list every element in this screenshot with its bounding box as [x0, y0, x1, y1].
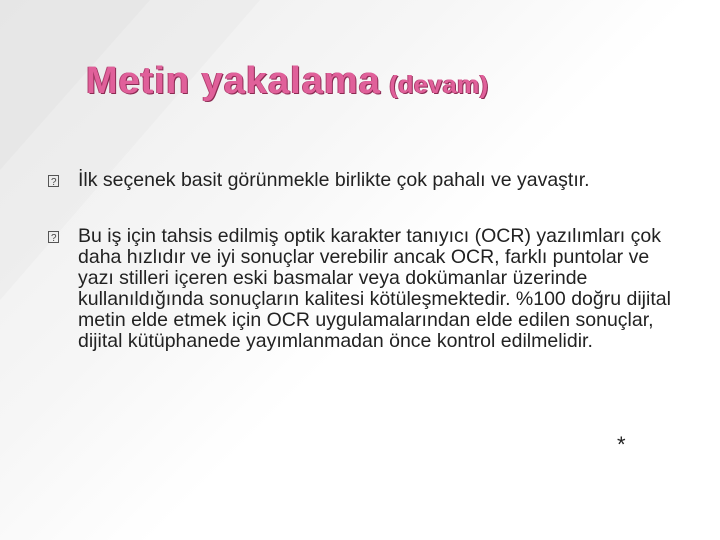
- missing-glyph-box-icon: [48, 231, 59, 243]
- bullet-text: Bu iş için tahsis edilmiş optik karakter tanıyıcı (OCR) yazılımları çok daha hızlıdır ve iyi sonuçlar verebilir ancak OCR, farklı puntolar ve yazı stilleri içeren eski basmalar veya dokümanlar üzerinde kullanıldığında sonuçların kalitesi kötüleşmektedir. %100 doğru dijital metin elde etmek için OCR uygulamalarından elde edilen sonuçlar, dijital kütüphanede yayımlanmadan önce kontrol edilmelidir.: [78, 225, 671, 352]
- bullet-list: [48, 170, 688, 352]
- bullet-item: [48, 170, 688, 191]
- slide-title-sub: (devam): [389, 71, 489, 99]
- missing-glyph-box-icon: [48, 175, 59, 187]
- bullet-text: İlk seçenek basit görünmekle birlikte çok pahalı ve yavaştır.: [78, 169, 590, 191]
- footnote-mark: *: [617, 432, 626, 457]
- slide-title-main: Metin yakalama: [86, 60, 381, 102]
- bullet-item: [48, 226, 688, 352]
- slide-title: [86, 60, 489, 103]
